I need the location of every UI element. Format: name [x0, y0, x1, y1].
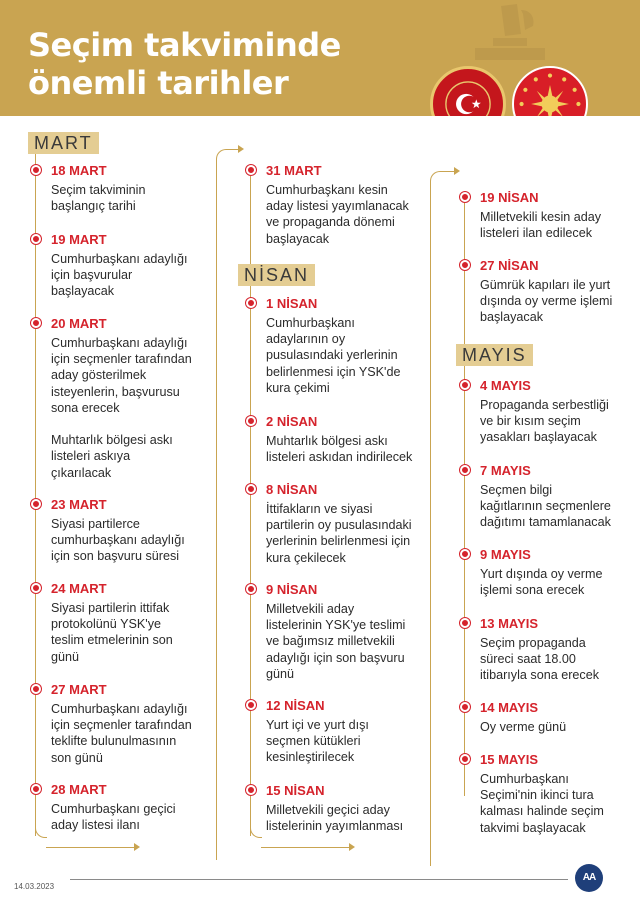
timeline-line-column-2 — [216, 160, 217, 860]
event-date — [36, 581, 214, 596]
event-date-text: 20 MART — [51, 316, 107, 331]
event-date-text: 14 MAYIS — [480, 700, 539, 715]
event-date-text: 31 MART — [266, 163, 322, 178]
timeline-dot-icon — [460, 465, 470, 475]
event-date — [251, 163, 429, 178]
timeline-dot-icon — [460, 549, 470, 559]
timeline-arrow-column-3-top — [441, 171, 455, 172]
event-description: Milletvekili aday listelerinin YSK'ye teslimi ve bağımsız milletvekili adaylığı için son başvuru günü — [266, 602, 406, 681]
event-date-text: 1 NİSAN — [266, 296, 318, 311]
timeline-dot-icon — [31, 165, 41, 175]
timeline-event — [465, 700, 640, 735]
timeline-event — [36, 163, 214, 214]
event-date — [465, 547, 640, 562]
event-date — [36, 497, 214, 512]
timeline-dot-icon — [246, 700, 256, 710]
page-title-line-2: önemli tarihler — [28, 64, 289, 102]
event-description: Milletvekili geçici aday listelerinin yayımlanması — [266, 803, 404, 834]
timeline-event — [251, 698, 429, 766]
timeline-event — [251, 163, 429, 247]
timeline-dot-icon — [31, 784, 41, 794]
event-description: Cumhurbaşkanı adaylarının oy pusulasındaki yerlerinin belirlenmesi için YSK'de kura çekimi — [266, 316, 401, 395]
header-banner — [0, 0, 640, 116]
event-date — [465, 463, 640, 478]
event-date-text: 7 MAYIS — [480, 463, 531, 478]
timeline-event — [36, 316, 214, 481]
timeline-event — [36, 581, 214, 665]
timeline-dot-icon — [31, 684, 41, 694]
timeline-curve-column-2-top — [216, 149, 228, 161]
timeline-arrowhead-column-1 — [134, 843, 140, 851]
timeline-event — [36, 232, 214, 300]
timeline-dot-icon — [460, 618, 470, 628]
event-date — [36, 316, 214, 331]
timeline-dot-icon — [460, 754, 470, 764]
timeline-event — [465, 378, 640, 446]
event-date-text: 18 MART — [51, 163, 107, 178]
event-description: Cumhurbaşkanı adaylığı için seçmenler tarafından teklifte bulunulmasının son günü — [51, 702, 192, 765]
event-date — [36, 682, 214, 697]
event-date — [251, 296, 429, 311]
event-description: Cumhurbaşkanı adaylığı için seçmenler tarafından aday gösterilmek isteyenlerin, başvurusu sona erecek Muhtarlık bölgesi askı listeleri askıya çıkarılacak — [51, 336, 192, 480]
timeline-event — [251, 783, 429, 834]
timeline-event — [36, 682, 214, 766]
timeline-dot-icon — [460, 380, 470, 390]
event-description: Seçim propaganda süreci saat 18.00 itibarıyla sona erecek — [480, 636, 600, 683]
event-description: Cumhurbaşkanı geçici aday listesi ilanı — [51, 802, 176, 833]
timeline-dot-icon — [31, 499, 41, 509]
timeline-event — [251, 582, 429, 682]
timeline-event — [36, 497, 214, 565]
timeline-event — [465, 258, 640, 326]
timeline-arrowhead-column-3-top — [454, 167, 460, 175]
event-description: İttifakların ve siyasi partilerin oy pusulasındaki yerlerinin belirlenmesi için kura çekilecek — [266, 502, 412, 565]
event-date — [465, 700, 640, 715]
event-date-text: 15 MAYIS — [480, 752, 539, 767]
event-description: Oy verme günü — [480, 720, 567, 734]
event-date-text: 15 NİSAN — [266, 783, 325, 798]
event-description: Yurt dışında oy verme işlemi sona erecek — [480, 567, 603, 598]
event-date-text: 13 MAYIS — [480, 616, 539, 631]
timeline-event — [36, 782, 214, 833]
timeline-event — [465, 547, 640, 598]
footer-divider — [70, 879, 568, 880]
event-description: Gümrük kapıları ile yurt dışında oy verme işlemi başlayacak — [480, 278, 613, 325]
timeline-event — [251, 482, 429, 566]
timeline-dot-icon — [460, 192, 470, 202]
event-date-text: 28 MART — [51, 782, 107, 797]
event-date-text: 2 NİSAN — [266, 414, 318, 429]
event-date — [465, 258, 640, 273]
timeline-arrowhead-column-2-bottom — [349, 843, 355, 851]
event-date — [36, 232, 214, 247]
event-date — [465, 190, 640, 205]
event-description: Siyasi partilerin ittifak protokolünü YSK'ye teslim etmelerinin son günü — [51, 601, 173, 664]
month-label-mart: MART — [28, 132, 99, 154]
timeline-event — [465, 463, 640, 531]
timeline-dot-icon — [246, 484, 256, 494]
event-description: Seçmen bilgi kağıtlarının seçmenlere dağıtımı tamamlanacak — [480, 483, 611, 530]
event-date — [251, 482, 429, 497]
event-description: Milletvekili kesin aday listeleri ilan edilecek — [480, 210, 602, 241]
timeline-dot-icon — [246, 298, 256, 308]
month-label-mayis: MAYIS — [456, 344, 533, 366]
event-description: Cumhurbaşkanı Seçimi'nin ikinci tura kalması halinde seçim takvimi başlayacak — [480, 772, 604, 835]
event-date-text: 27 MART — [51, 682, 107, 697]
event-description: Siyasi partilerce cumhurbaşkanı adaylığı için son başvuru süresi — [51, 517, 185, 564]
event-date-text: 9 NİSAN — [266, 582, 318, 597]
timeline-dot-icon — [460, 702, 470, 712]
event-date-text: 19 MART — [51, 232, 107, 247]
event-date — [465, 378, 640, 393]
event-description: Seçim takviminin başlangıç tarihi — [51, 183, 146, 214]
timeline-event — [251, 414, 429, 465]
event-date-text: 8 NİSAN — [266, 482, 318, 497]
event-description: Propaganda serbestliği ve bir kısım seçim yasakları başlayacak — [480, 398, 609, 445]
event-date — [251, 414, 429, 429]
event-date-text: 19 NİSAN — [480, 190, 539, 205]
footer-date: 14.03.2023 — [14, 882, 55, 891]
event-description: Yurt içi ve yurt dışı seçmen kütükleri kesinleştirilecek — [266, 718, 369, 765]
timeline-line-column-3 — [430, 182, 431, 866]
event-date-text: 9 MAYIS — [480, 547, 531, 562]
timeline-dot-icon — [460, 260, 470, 270]
timeline-arrow-column-2-bottom — [261, 847, 349, 848]
event-date-text: 23 MART — [51, 497, 107, 512]
page-title-line-1: Seçim takviminde — [28, 26, 341, 64]
page-title — [28, 26, 341, 102]
timeline-curve-column-3-top — [430, 171, 442, 183]
event-date-text: 12 NİSAN — [266, 698, 325, 713]
event-date-text: 27 NİSAN — [480, 258, 539, 273]
timeline-dot-icon — [246, 165, 256, 175]
event-date — [36, 163, 214, 178]
timeline-dot-icon — [31, 583, 41, 593]
event-date-text: 24 MART — [51, 581, 107, 596]
event-description: Cumhurbaşkanı adaylığı için başvurular başlayacak — [51, 252, 188, 299]
timeline-dot-icon — [31, 234, 41, 244]
event-date — [465, 616, 640, 631]
timeline-dot-icon — [246, 785, 256, 795]
aa-logo: AA — [575, 864, 603, 892]
timeline-dot-icon — [246, 416, 256, 426]
event-date — [251, 698, 429, 713]
presidential-seal-icon — [512, 66, 588, 116]
event-date — [251, 582, 429, 597]
timeline-dot-icon — [246, 584, 256, 594]
event-description: Cumhurbaşkanı kesin aday listesi yayımlanacak ve propaganda dönemi başlayacak — [266, 183, 409, 246]
event-date — [465, 752, 640, 767]
ballot-box-icon — [465, 0, 555, 60]
timeline-event — [465, 616, 640, 684]
event-date — [251, 783, 429, 798]
timeline-event — [465, 752, 640, 836]
timeline-event — [251, 296, 429, 396]
tbmm-seal-icon — [430, 66, 506, 116]
event-date-text: 4 MAYIS — [480, 378, 531, 393]
month-label-nisan: NİSAN — [238, 264, 315, 286]
timeline-dot-icon — [31, 318, 41, 328]
event-description: Muhtarlık bölgesi askı listeleri askıdan indirilecek — [266, 434, 413, 465]
timeline-event — [465, 190, 640, 241]
timeline-arrow-column-1 — [46, 847, 134, 848]
event-date — [36, 782, 214, 797]
timeline-arrowhead-column-2-top — [238, 145, 244, 153]
